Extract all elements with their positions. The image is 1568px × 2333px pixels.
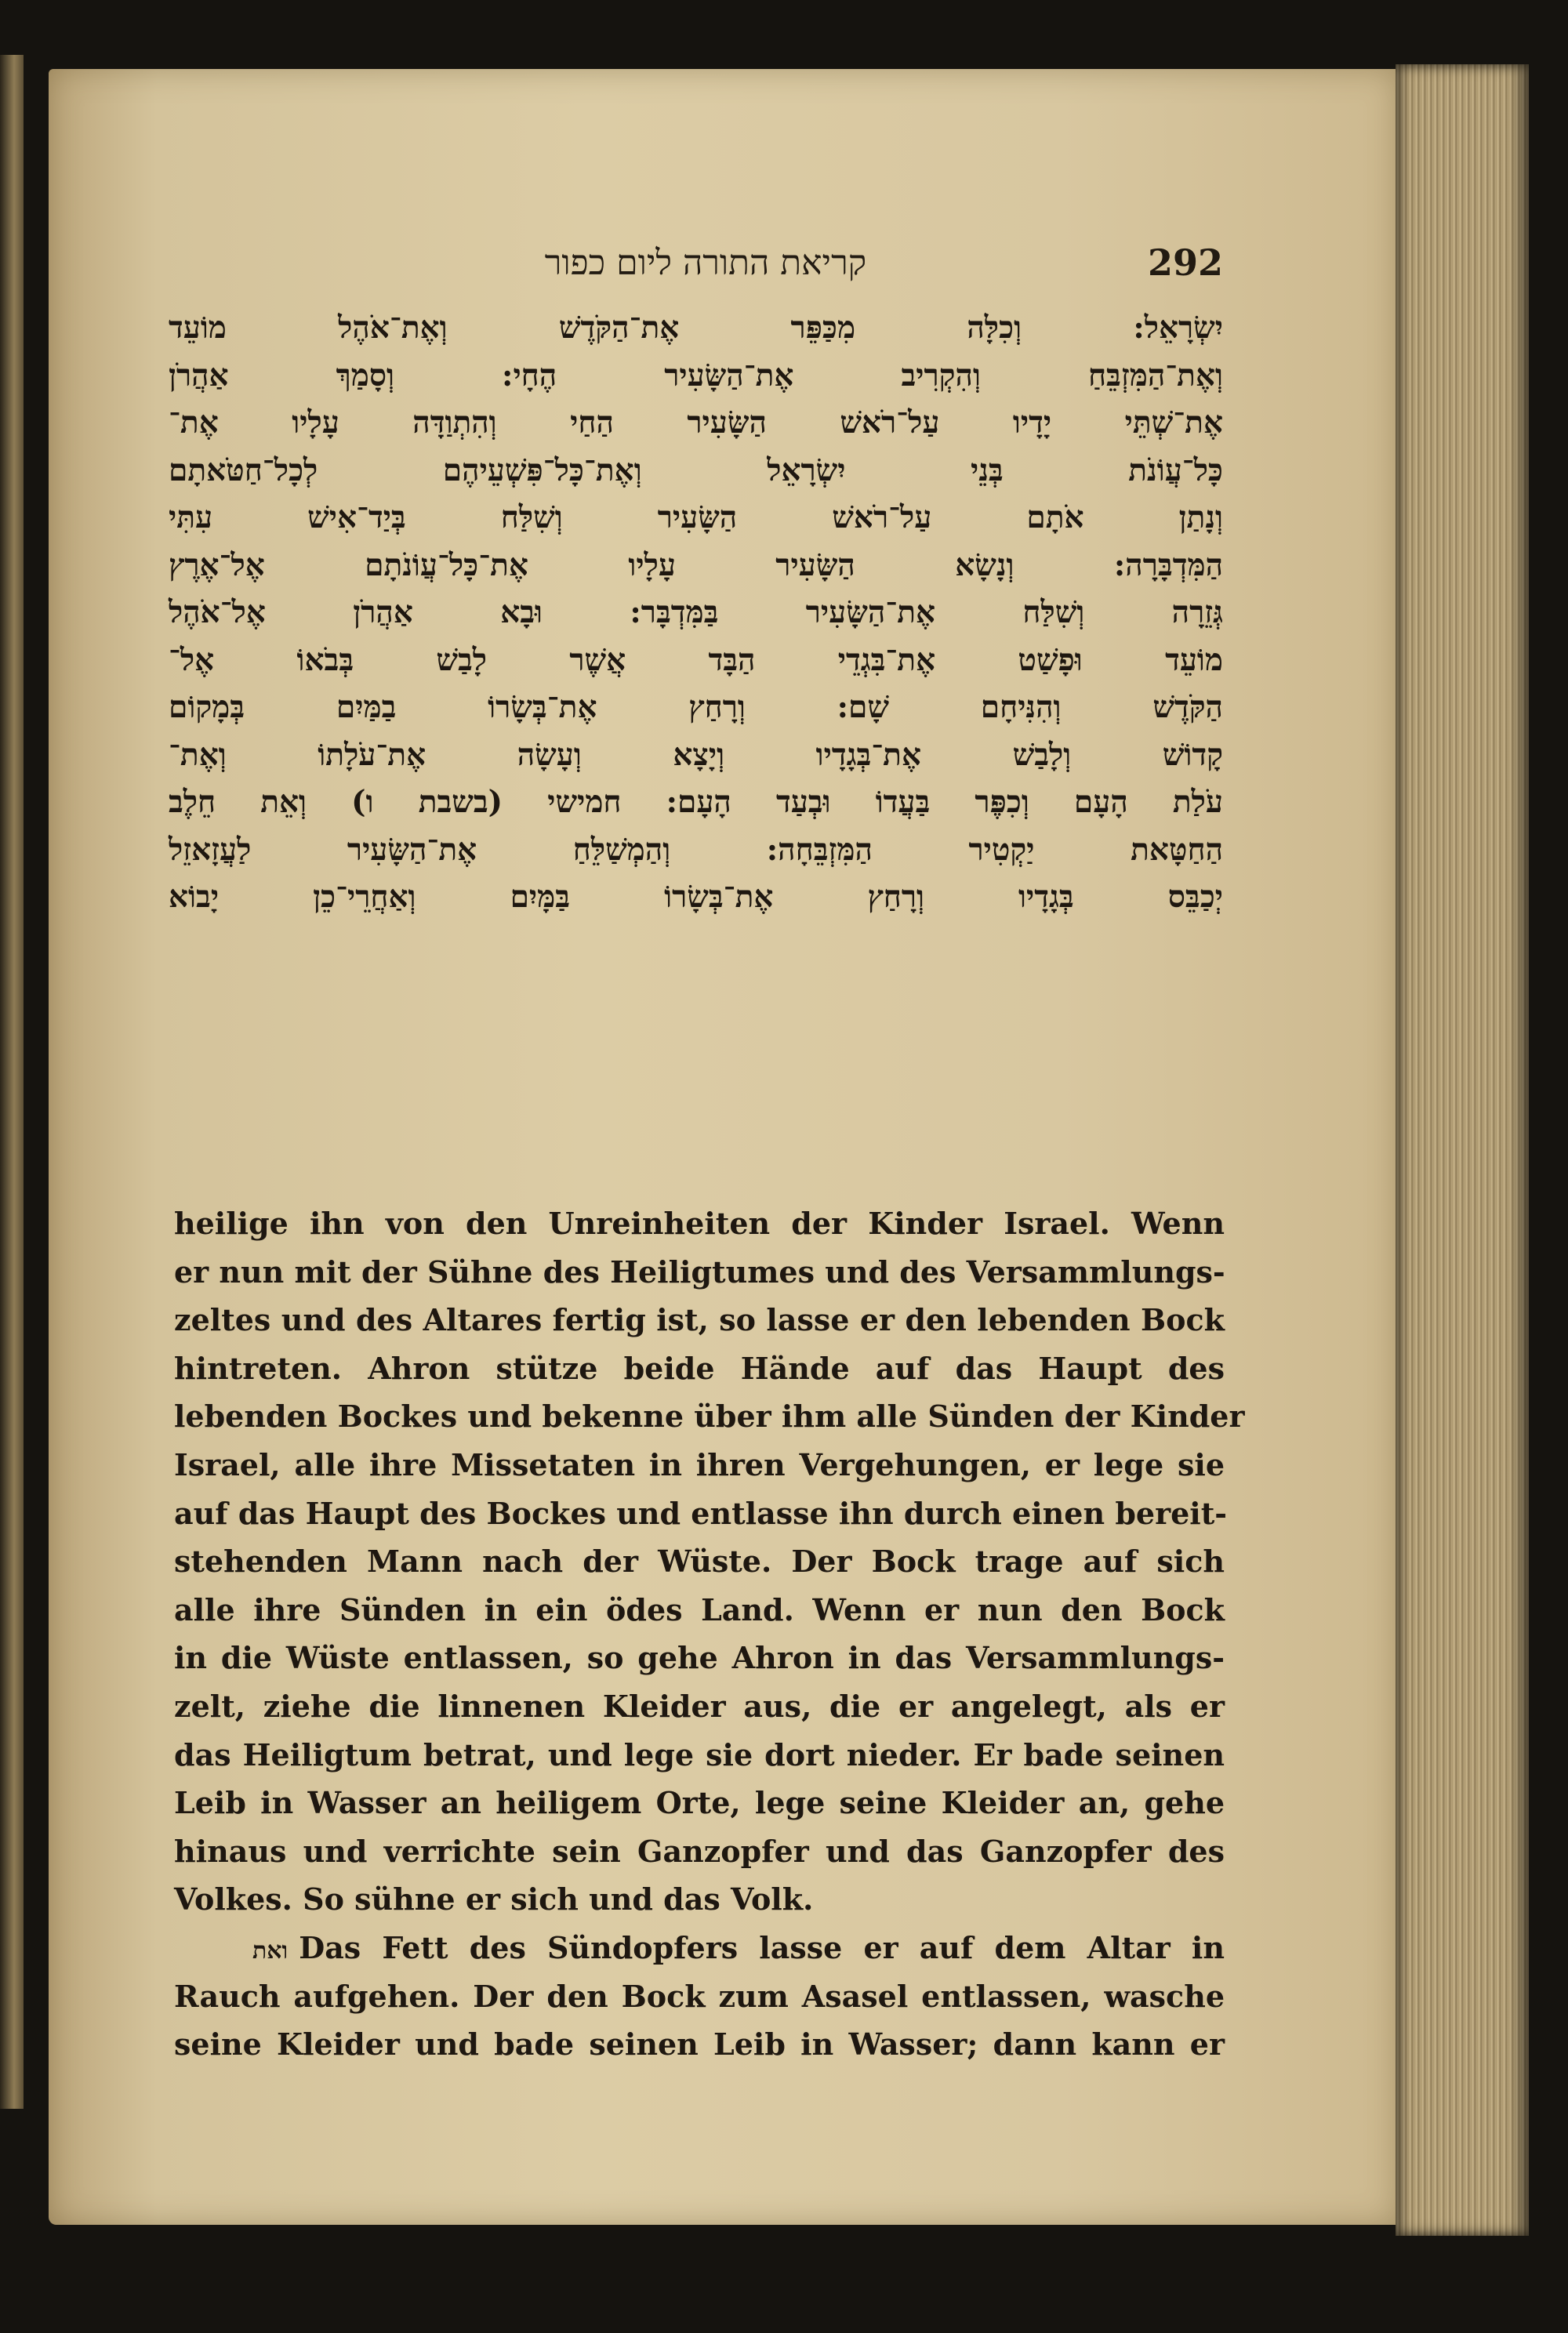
hebrew-line: קָדוֹשׁ וְלָבַשׁ אֶת־בְּגָדָיו וְיָצָא וְעָשָׂה אֶת־עֹלָתוֹ וְאֶת־	[169, 736, 1223, 773]
german-line: zeltes und des Altares fertig ist, so lasse er den lebenden Bock	[174, 1302, 1225, 1338]
german-line: heilige ihn von den Unreinheiten der Kinder Israel. Wenn	[174, 1206, 1225, 1241]
hebrew-line: אֶת־שְׁתֵּי יָדָיו עַל־רֹאשׁ הַשָּׂעִיר הַחַי וְהִתְוַדָּה עָלָיו אֶת־	[169, 405, 1223, 441]
german-line: in die Wüste entlassen, so gehe Ahron in das Versammlungs-	[174, 1640, 1225, 1676]
hebrew-line: הַחַטָּאת יַקְטִיר הַמִּזְבֵּחָה: וְהַמְשַׁלֵּחַ אֶת־הַשָּׂעִיר לַעֲזָאזֵל	[169, 831, 1223, 868]
german-line: hintreten. Ahron stütze beide Hände auf das Haupt des	[174, 1350, 1225, 1386]
german-line: er nun mit der Sühne des Heiligtumes und des Versammlungs-	[174, 1254, 1225, 1290]
german-line: das Heiligtum betrat, und lege sie dort nieder. Er bade seinen	[174, 1736, 1225, 1772]
german-line: zelt, ziehe die linnenen Kleider aus, die er angelegt, als er	[174, 1688, 1225, 1724]
german-line: auf das Haupt des Bockes und entlasse ihn durch einen bereit-	[174, 1495, 1228, 1531]
german-line: seine Kleider und bade seinen Leib in Wasser; dann kann er	[174, 2026, 1225, 2063]
german-line: Israel, alle ihre Missetaten in ihren Vergehungen, er lege sie	[174, 1446, 1225, 1482]
german-line: hinaus und verrichte sein Ganzopfer und das Ganzopfer des	[174, 1833, 1225, 1869]
hebrew-line: וְנָתַן אֹתָם עַל־רֹאשׁ הַשָּׂעִיר וְשִׁלַּח בְּיַד־אִישׁ עִתִּי	[169, 499, 1223, 535]
german-translation-block	[174, 1199, 1245, 2069]
hebrew-line: הַמִּדְבָּרָה: וְנָשָׂא הַשָּׂעִיר עָלָיו אֶת־כָּל־עֲוֹנֹתָם אֶל־אֶרֶץ	[169, 546, 1223, 583]
hebrew-line: מוֹעֵד וּפָשַׁט אֶת־בִּגְדֵי הַבָּד אֲשֶׁר לָבַשׁ בְּבֹאוֹ אֶל־	[169, 641, 1223, 678]
hebrew-catchword: ואת	[252, 1936, 289, 1965]
german-line: alle ihre Sünden in ein ödes Land. Wenn er nun den Bock	[174, 1591, 1225, 1627]
german-line: Volkes. So sühne er sich und das Volk.	[174, 1881, 814, 1918]
hebrew-line: עֹלַת הָעָם וְכִפֶּר בַּעֲדוֹ וּבְעַד הָעָם: חמישי (בשבת ו) וְאֵת חֵלֶב	[169, 784, 1223, 820]
hebrew-line: יְכַבֵּס בְּגָדָיו וְרָחַץ אֶת־בְּשָׂרוֹ בַּמָּיִם וְאַחֲרֵי־כֵן יָבוֹא	[169, 879, 1223, 915]
german-paragraph-start	[174, 1924, 1225, 1972]
hebrew-text-block	[169, 304, 1223, 921]
hebrew-line: גְּזֵרָה וְשִׁלַּח אֶת־הַשָּׂעִיר בַּמִּדְבָּר: וּבָא אַהֲרֹן אֶל־אֹהֶל	[169, 594, 1223, 630]
running-header: קריאת התורה ליום כפור	[544, 243, 867, 283]
hebrew-line: יִשְׂרָאֵל: וְכִלָּה מִכַּפֵּר אֶת־הַקֹּדֶשׁ וְאֶת־אֹהֶל מוֹעֵד	[169, 310, 1223, 346]
page-edges	[1396, 64, 1529, 2236]
german-line-text: Das Fett des Sündopfers lasse er auf dem Altar in	[299, 1929, 1225, 1965]
left-page-edge	[0, 55, 24, 2109]
hebrew-line: הַקֹּדֶשׁ וְהִנִּיחָם שָׁם: וְרָחַץ אֶת־בְּשָׂרוֹ בַמַּיִם בְּמָקוֹם	[169, 689, 1223, 725]
german-line: stehenden Mann nach der Wüste. Der Bock trage auf sich	[174, 1544, 1225, 1580]
page-number: 292	[1147, 241, 1223, 284]
hebrew-line: וְאֶת־הַמִּזְבֵּחַ וְהִקְרִיב אֶת־הַשָּׂעִיר הֶחָי: וְסָמַךְ אַהֲרֹן	[169, 357, 1223, 394]
hebrew-line: כָּל־עֲוֹנֹת בְּנֵי יִשְׂרָאֵל וְאֶת־כָּל־פִּשְׁעֵיהֶם לְכָל־חַטֹּאתָם	[169, 452, 1223, 488]
german-line: lebenden Bockes und bekenne über ihm alle Sünden der Kinder	[174, 1399, 1245, 1435]
german-line: Rauch aufgehen. Der den Bock zum Asasel entlassen, wasche	[174, 1978, 1225, 2014]
german-line: Leib in Wasser an heiligem Orte, lege seine Kleider an, gehe	[174, 1785, 1225, 1821]
